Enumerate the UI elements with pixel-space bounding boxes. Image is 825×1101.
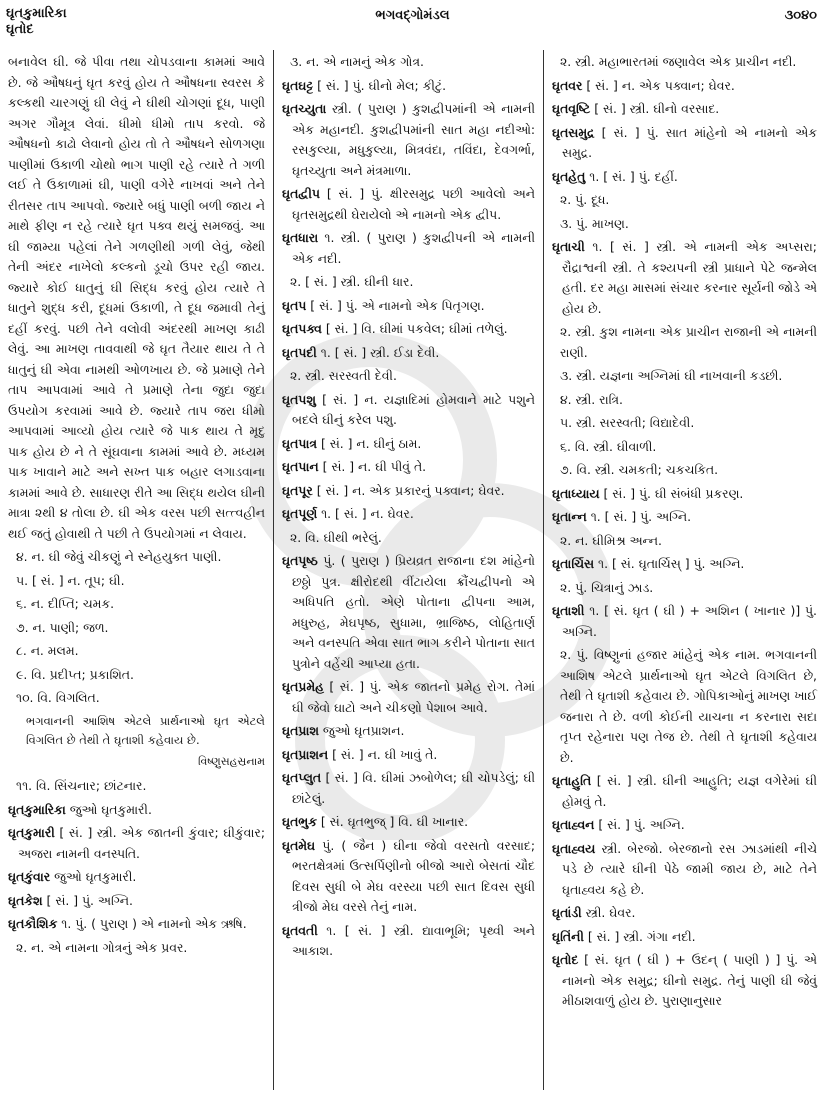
sense-entry: ૫. સ્ત્રી. સરસ્વતી; વિદ્યાદેવી. (560, 415, 695, 430)
entry-headword: ઘૃતપ્રમેહ (282, 679, 324, 694)
entry-definition: ૧. [ સં. ] પું. અગ્નિ. (586, 509, 692, 524)
sense-entry: ૪. ન. ઘી જેવું ચીકણું ને સ્નેહયુક્ત પાણી. (16, 549, 222, 564)
entry-definition: [ સં. ] પું. ઘી સંબંધી પ્રકરણ. (599, 485, 744, 501)
entry-headword: ઘૃતપદી (282, 344, 317, 360)
page-number: ૩૦૪૦ (784, 8, 817, 23)
dictionary-entry (552, 839, 817, 901)
entry-headword: ઘૃતપૂર્ણ (282, 506, 318, 521)
sense-entry: ૨. સ્ત્રી. કુશ નામના એક પ્રાચીન રાજાની એ નામની રાણી. (560, 324, 817, 360)
sense-entry: ૬. ન. દીપ્તિ; ચમક. (16, 596, 115, 611)
dictionary-entry (552, 815, 817, 836)
sense-entry: ૩. ન. એ નામનું એક ગોત્ર. (290, 54, 424, 69)
entry-definition: જુઓ ઘૃતકુમારી. (50, 869, 137, 884)
dictionary-entry (552, 123, 817, 164)
entry-definition: સ્ત્રી. બેરજો. બેરજાનો રસ ઝાડમાંથી નીચે પડે છે ત્યારે ઘીની પેઠે જામી જાય છે, માટે તેને ઘૃતાહ્વય કહે છે. (562, 840, 817, 897)
entry-headword: ઘૃતોદ (552, 952, 579, 967)
entry-headword: ઘૃતાધ્યાય (552, 485, 600, 501)
entry-definition: [ સં. ] ન. ઘી પીવું તે. (318, 459, 427, 474)
dictionary-entry (552, 237, 817, 319)
dictionary-entry (282, 677, 535, 718)
entry-headword: ઘૃતઘટ્ટ (282, 77, 314, 93)
entry-definition: ૧. [ સં. ઘૃત ( ઘી ) + અશિન ( ખાનાર )] પું. અગ્નિ. (562, 603, 817, 639)
dictionary-columns (0, 50, 825, 1090)
sense-entry: ૭. વિ. સ્ત્રી. ચમકતી; ચકચકિત. (560, 462, 719, 477)
entry-headword: ઘૃતાર્ચિસ (552, 556, 595, 571)
entry-definition: [ સં. ] વિ. ઘીમાં ઝબોળેલ; ઘી ચોપડેલું; ઘી છાંટેલું. (292, 770, 535, 806)
sense-entry: ૨. પું. ચિત્રાનું ઝાડ. (560, 579, 654, 595)
entry-definition: [ સં. ] સ્ત્રી. એક જાતની કુંવાર; ઘીકુંવાર; અજરા નામની વનસ્પતિ. (18, 825, 265, 861)
dictionary-entry (552, 903, 817, 924)
dictionary-entry (8, 891, 265, 912)
entry-headword: ઘૃતકેશ (8, 892, 43, 908)
entry-definition: [ સં. ] પું. ક્ષીરસમુદ્ર પછી આવેલો અને ઘૃતસમુદ્રથી ઘેરાયેલો એ નામનો એક દ્વીપ. (292, 186, 535, 222)
entry-headword: ઘૃતપાત્ર (282, 435, 318, 451)
entry-definition: [ સં. ] સ્ત્રી. ઘીની આહુતિ; યજ્ઞ વગેરેમાં ઘી હોમવું તે. (562, 773, 817, 809)
dictionary-entry (552, 554, 817, 575)
entry-headword: ઘૃતાશી (552, 603, 585, 618)
entry-definition: [ સં. ] ન. ઘીનું ઠામ. (317, 435, 422, 451)
entry-headword: ઘૃતાહ્વન (552, 817, 595, 832)
entry-headword: ઘૃતકુમારિકા (8, 801, 66, 817)
dictionary-entry (282, 745, 535, 766)
entry-definition: ૧. [ સં. ઘૃતાર્ચિસ્ ] પું. અગ્નિ. (594, 556, 745, 571)
entry-headword: ઘૃતપશુ (282, 391, 316, 407)
citation-source: વિષ્ણુસહસ્રનામ (198, 754, 265, 768)
sense-entry: ૩. સ્ત્રી. યજ્ઞના અગ્નિમાં ઘી નાખવાની કડછી. (560, 368, 783, 383)
entry-definition: ૧. [ સં. ] સ્ત્રી. દ્યાવાભૂમિ; પૃથ્વી અને આકાશ. (292, 922, 535, 958)
guide-word-first: ઘૃતકુમારિકા (6, 6, 67, 21)
dictionary-entry (552, 927, 817, 948)
sense-entry: ૨. વિ. ઘીથી ભરેલું. (290, 529, 382, 545)
sense-entry: ૨. [ સં. ] સ્ત્રી. ઘીની ધાર. (290, 274, 414, 289)
entry-headword: ઘૃતકુંવાર (8, 869, 51, 884)
entry-headword: ઘૃતાહુતિ (552, 773, 592, 788)
sense-entry: ૨. સ્ત્રી. સરસ્વતી દેવી. (290, 368, 397, 383)
entry-definition: જુઓ ઘૃતપ્રાશન. (318, 723, 405, 738)
entry-definition: [ સં. ] પું. અગ્નિ. (42, 892, 133, 908)
entry-definition: જુઓ ઘૃતકુમારી. (65, 801, 152, 817)
column-1 (0, 50, 274, 1090)
dictionary-entry (282, 296, 535, 317)
sense-entry: ૬. વિ. સ્ત્રી. ઘીવાળી. (560, 438, 657, 454)
entry-headword: ઘૃતદ્વીપ (282, 186, 320, 201)
entry-definition: ૧. સ્ત્રી. ( પુરાણ ) કુશદ્વીપની એ નામની એક નદી. (292, 230, 535, 266)
sense-entry: ૧૧. વિ. સિંચનાર; છાંટનાર. (16, 778, 147, 793)
entry-definition: [ સં. ઘૃતભુજ્ ] વિ. ઘી ખાનાર. (316, 814, 469, 829)
entry-definition: ૧. પું. ( પુરાણ ) એ નામનો એક ઋષિ. (57, 916, 247, 931)
entry-headword: ઘૃતધારા (282, 230, 319, 245)
quotation: ભગવાનની આશિષ એટલે પ્રાર્થનાઓ ઘૃત એટલે વિગલિત છે તેથી તે ઘૃતાશી કહેવાય છે. (26, 713, 265, 747)
dictionary-entry (8, 800, 265, 821)
entry-definition: [ સં. ] સ્ત્રી. ગંગા નદી. (583, 928, 696, 944)
entry-definition: પું. ( જૈન ) ઘીના જેવો વરસતો વરસાદ; ભરતક્ષેત્રમાં ઉત્સર્પિણીનો બીજો આરો બેસતાં ચૌદ દિવસ સુધી બે મેઘ વરસ્યા પછી સાત દિવસ સુધી ત્રીજો મેઘ વરસે તેનું નામ. (292, 837, 535, 914)
entry-headword: ઘૃતપ (282, 297, 307, 313)
sense-entry: ૯. વિ. પ્રદીપ્ત; પ્રકાશિત. (16, 666, 134, 682)
dictionary-entry (282, 184, 535, 225)
entry-headword: ઘૃતપક્વ (282, 321, 322, 336)
sense-entry: ૨. પું. વિષ્ણુનાં હજાર માંહેનું એક નામ. ભગવાનની આશિષ એટલે પ્રાર્થનાઓ ઘૃત એટલે વિગલિત છે, તેથી તે ઘૃતાશી કહેવાય છે. ગોપિકાઓનું માખણ ખાઈ જનારા તે છે. વળી કોઈની યાચના ન કરનારા સદા તૃપ્ત રહેનારા પણ તેજ છે. તેથી તે ઘૃતાશી કહેવાય છે. (560, 647, 817, 765)
dictionary-entry (552, 950, 817, 1012)
sense-entry: ૨. ન. ઘીમિશ્ર અન્ન. (560, 532, 662, 548)
entry-headword: ઘૃતભુક (282, 814, 317, 829)
dictionary-entry (282, 457, 535, 478)
entry-definition: ૧. [ સં. ] સ્ત્રી. એ નામની એક અપ્સરા; રૌદ્રાશ્વની સ્ત્રી. તે કશ્યપની સ્ત્રી પ્રાધાને પેટે જન્મેલ હતી. દર મહા માસમાં સંચાર કરનાર સૂર્યની જોડે એ હોય છે. (562, 239, 817, 316)
entry-definition: [ સં. ] ન. ઘી ખાવું તે. (328, 746, 438, 762)
column-3 (544, 50, 825, 1090)
entry-headword: ઘૃતાચી (552, 239, 585, 254)
entry-definition: [ સં. ] પું. એ નામનો એક પિતૃગણ. (306, 297, 485, 313)
dictionary-entry (282, 504, 535, 525)
entry-definition: [ સં. ] વિ. ઘીમાં પકવેલ; ઘીમાં તળેલું. (321, 321, 508, 336)
entry-definition: પું. ( પુરાણ ) પ્રિયવ્રત રાજાના દશ માંહેનો છઠ્ઠો પુત્ર. ક્ષીરોદથી વીંટાયેલા ક્રૌંચદ્વીપનો એ અધિપતિ હતો. એણે પોતાના દ્વીપના આમ, મધુરુહ, મેઘપૃષ્ઠ, સુધામા, ભ્રાજિષ્ઠ, લોહિતાર્ણ અને વનસ્પતિ એવા સાત ભાગ કરીને પોતાના સાત પુત્રોને વહેંચી આપ્યા હતા. (292, 553, 535, 671)
dictionary-entry (282, 836, 535, 918)
sense-entry: ૨. સ્ત્રી. મહાભારતમાં જણાવેલ એક પ્રાચીન નદી. (560, 54, 797, 69)
sense-entry: ૫. [ સં. ] ન. તૂપ; ઘી. (16, 572, 125, 588)
entry-headword: ઘૃતપૂર (282, 482, 313, 498)
dictionary-entry (282, 228, 535, 269)
entry-headword: ઘૃતચ્યુતા (282, 101, 327, 116)
dictionary-entry (282, 481, 535, 502)
dictionary-entry (552, 167, 817, 188)
dictionary-entry (282, 551, 535, 674)
sense-entry: ૪. સ્ત્રી. રાત્રિ. (560, 391, 623, 407)
entry-headword: ઘૃતાહ્વય (552, 840, 596, 856)
entry-headword: ઘૃતકૌશિક (8, 916, 58, 931)
entry-headword: ઘૃતકુમારી (8, 825, 55, 840)
entry-definition: ૧. [ સં. ] ન. ઘેવર. (317, 506, 414, 521)
dictionary-entry (552, 76, 817, 97)
entry-headword: ઘૃતિંની (552, 928, 584, 944)
sense-entry: ૭. ન. પાણી; જળ. (16, 619, 109, 635)
entry-definition: [ સં. ] સ્ત્રી. ઘીનો વરસાદ. (590, 101, 720, 116)
entry-definition: [ સં. ] ન. એક પ્રકારનું પક્વાન; ઘેવર. (312, 482, 505, 498)
sense-entry: ૮. ન. મલમ. (16, 643, 79, 658)
entry-headword: ઘૃતપ્લુત (282, 770, 322, 785)
entry-definition: સ્ત્રી. ઘેવર. (581, 905, 636, 920)
sense-entry: ૧૦. વિ. વિગલિત. (16, 690, 100, 705)
dictionary-entry (282, 390, 535, 431)
entry-headword: ઘૃતપ્રાશન (282, 746, 329, 762)
sense-entry: ૨. પું. દૂધ. (560, 192, 610, 207)
entry-headword: ઘૃતવૃષ્ટિ (552, 101, 591, 116)
entry-definition: [ સં. ] ન. એક પક્વાન; ઘેવર. (582, 77, 735, 93)
entry-headword: ઘૃતહેતુ (552, 168, 586, 184)
dictionary-entry (282, 812, 535, 833)
sense-entry: ૩. પું. માખણ. (560, 215, 629, 231)
dictionary-entry (282, 434, 535, 455)
entry-definition: ૧. [ સં. ] પું. દહીં. (585, 168, 678, 184)
dictionary-entry (552, 99, 817, 120)
dictionary-entry (552, 771, 817, 812)
dictionary-entry (282, 343, 535, 364)
dictionary-entry (552, 507, 817, 528)
entry-definition: [ સં. ] પું. અગ્નિ. (594, 817, 685, 832)
entry-definition: ૧. [ સં. ] સ્ત્રી. ઈડા દેવી. (316, 344, 440, 360)
entry-headword: ઘૃતવતી (282, 922, 318, 938)
entry-headword: ઘૃતપાન (282, 459, 319, 474)
entry-headword: ઘૃતપ્રાશ (282, 723, 319, 738)
entry-headword: ઘૃતપૃષ્ઠ (282, 553, 318, 568)
dictionary-entry (8, 823, 265, 864)
entry-headword: ઘૃતાંડી (552, 905, 582, 920)
entry-definition: [ સં. ] પું. ઘીનો મેલ; કીટું. (313, 77, 447, 93)
entry-definition: [ સં. ] પું. સાત માંહેનો એ નામનો એક સમુદ્ર. (562, 124, 817, 160)
dictionary-entry (282, 76, 535, 97)
entry-definition: [ સં. ] ન. યજ્ઞાદિમાં હોમવાને માટે પશુને બદલે ઘીનું કરેલ પશુ. (292, 391, 535, 427)
entry-definition: [ સં. ] પું. એક જાતનો પ્રમેહ રોગ. તેમાં ઘી જેવો ઘાટો અને ચીકણો પેશાબ આવે. (292, 679, 535, 715)
dictionary-entry (282, 99, 535, 181)
dictionary-entry (552, 601, 817, 642)
dictionary-entry (282, 921, 535, 962)
sense-entry: ૨. ન. એ નામના ગોત્રનું એક પ્રવર. (16, 939, 188, 955)
entry-definition: સ્ત્રી. ( પુરાણ ) કુશદ્વીપમાંની એ નામની એક મહાનદી. કુશદ્વીપમાંની સાત મહા નદીઓ: રસકુલ્યા, મધુકુલ્યા, મિત્રવંદા, તવિંદા, દેવગર્ભા, ઘૃતચ્યુતા અને મંત્રમાળા. (292, 101, 535, 178)
entry-headword: ઘૃતવર (552, 77, 583, 93)
column-2 (274, 50, 544, 1090)
dictionary-entry (8, 914, 265, 935)
dictionary-entry (8, 867, 265, 888)
definition-continuation: બનાવેલ ઘી. જે પીવા તથા ચોપડવાના કામમાં આવે છે. જે ઔષધનું ઘૃત કરવું હોય તે ઔષધના સ્વરસ કે કલ્કથી ચારગણું ઘી લેવું ને ઘીથી ચોગણાં દૂધ, પાણી અગર ગૌમૂત્ર લેવાં. ધીમો ધીમો તાપ કરવો. જે ઔષધનો કાઢો લેવાનો હોય તો તે ઔષધને સોળગણા પાણીમાં ઉકાળી ચોથો ભાગ પાણી રહે ત્યારે તે ગળી લઈ તે ઉકાળામાં ઘી, પાણી વગેરે નાખવાં અને તેને રીતસર તાપ આપવો. જ્યારે બધું પાણી બળી જાય ને માથે ફીણ ન રહે ત્યારે ઘૃત પક્વ થયું સમજવું. આ ઘી જામ્યા પહેલાં તેને ગળણીથી ગળી લેવું, જેથી તેની અંદર નાખેલો કલ્કનો ડૂચો ઉપર રહી જાય. જ્યારે કોઈ ધાતુનું ઘી સિદ્ધ કરવું હોય ત્યારે તે ધાતુને શુદ્ધ કરી, દૂધમાં ઉકાળી, તે દૂધ જમાવી તેનું દહીં કરવું. પછી તેને વલોવી અંદરથી માખણ કાઢી લેવું. આ માખણ તાવવાથી જે ઘૃત તૈયાર થાય તે તે ધાતુનું ઘી એવા નામથી ઓળખાય છે. જે પ્રમાણે તેને તાપ આપવામાં આવે તે પ્રમાણે તેના જુદા જુદા ઉપયોગ કરવામાં આવે છે. જ્યારે તાપ જરા ધીમો આપવામાં આવ્યો હોય ત્યારે જે પાક થાય તે મૃદુ પાક હોય છે ને તે સૂંઘવાના કામમાં આવે છે. મધ્યમ પાક ખાવાને માટે અને સખ્ત પાક બહાર લગાડવાના કામમાં આવે છે. સાધારણ રીતે આ સિદ્ધ થયેલ ઘીની માત્રા ૨થી ૪ તોલા છે. ઘી એક વરસ પછી સત્ત્વહીન થઈ જતું હોવાથી તે પછી તે ઉપયોગમાં ન લેવાય. (8, 54, 265, 541)
dictionary-entry (282, 319, 535, 340)
entry-headword: ઘૃતમેઘ (282, 837, 316, 853)
entry-definition: [ સં. ઘૃત ( ઘી ) + ઉદન્ ( પાણી ) ] પું. એ નામનો એક સમુદ્ર; ઘીનો સમુદ્ર. તેનું પાણી ઘી જેવું મીઠાશવાળું હોય છે. પુરાણાનુસાર (562, 952, 817, 1008)
entry-headword: ઘૃતસમુદ્ર (552, 124, 595, 140)
dictionary-entry (282, 768, 535, 809)
book-title: ભગવદ્ગોમંડલ (375, 8, 450, 23)
entry-headword: ઘૃતાન્ન (552, 509, 587, 524)
dictionary-entry (282, 721, 535, 742)
guide-word-last: ઘૃતોદ (6, 22, 34, 37)
dictionary-entry (552, 484, 817, 505)
page-header (0, 0, 825, 50)
